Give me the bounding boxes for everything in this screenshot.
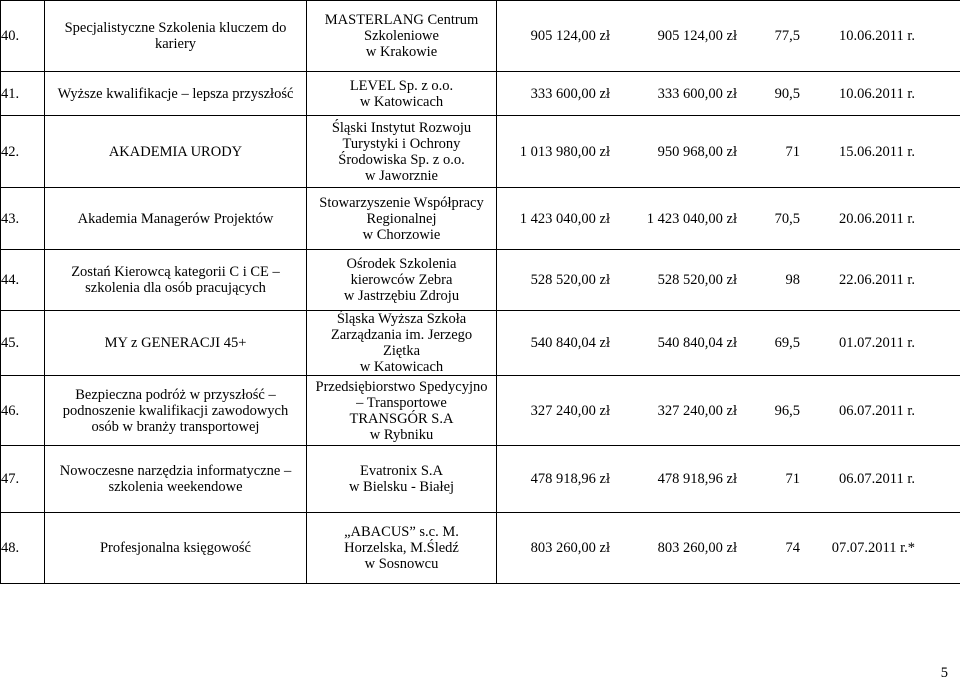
values-cell [497, 250, 960, 311]
organization [307, 188, 497, 250]
organization-line: LEVEL Sp. z o.o. [349, 77, 454, 94]
points-value: 90,5 [774, 85, 800, 102]
table-row [1, 376, 960, 446]
organization [307, 116, 497, 188]
organization-line: TRANSGÓR S.A [349, 410, 454, 427]
project-title-line: MY z GENERACJI 45+ [104, 335, 247, 351]
table-row [1, 250, 960, 311]
date-value: 10.06.2011 r. [839, 28, 915, 44]
project-title-line: AKADEMIA URODY [108, 143, 243, 160]
values-cell [497, 311, 960, 376]
project-title [45, 446, 307, 513]
organization [307, 72, 497, 116]
table-row [1, 311, 960, 376]
organization-line: w Jaworznie [365, 167, 438, 184]
project-title-line: szkolenia weekendowe [108, 479, 243, 495]
cofinancing-value: 950 968,00 zł [657, 143, 737, 160]
organization-line: MASTERLANG Centrum [324, 12, 479, 28]
organization-line: Turystyki i Ochrony [342, 135, 461, 152]
values-cell [497, 188, 960, 250]
cofinancing-value: 528 520,00 zł [657, 272, 737, 288]
row-number: 43. [1, 188, 45, 250]
organization-line: Ziętka [382, 343, 421, 359]
cofinancing-value: 540 840,04 zł [657, 335, 737, 351]
project-title-line: Zostań Kierowcą kategorii C i CE – [71, 264, 280, 280]
project-title-line: Akademia Managerów Projektów [77, 210, 274, 227]
row-number: 48. [1, 513, 45, 584]
project-title-line: podnoszenie kwalifikacji zawodowych [62, 402, 289, 419]
organization-line: Regionalnej [366, 210, 437, 227]
page-number: 5 [940, 665, 948, 681]
organization-line: w Katowicach [359, 93, 444, 110]
organization-line: Śląski Instytut Rozwoju [331, 119, 472, 136]
project-title [45, 513, 307, 584]
total-value: 905 124,00 zł [530, 28, 610, 44]
organization-line: Środowiska Sp. z o.o. [338, 151, 465, 168]
values-cell [497, 72, 960, 116]
organization-line: – Transportowe [356, 394, 447, 411]
project-title [45, 376, 307, 446]
table-row [1, 1, 960, 72]
total-value: 528 520,00 zł [530, 272, 610, 288]
project-title [45, 188, 307, 250]
points-value: 74 [785, 540, 800, 556]
cofinancing-value: 478 918,96 zł [657, 471, 737, 487]
total-value: 1 423 040,00 zł [519, 210, 610, 227]
organization-line: w Sosnowcu [364, 556, 439, 572]
points-value: 96,5 [774, 402, 800, 419]
organization-line: w Bielsku - Białej [348, 479, 455, 495]
values-cell [497, 116, 960, 188]
table-row [1, 116, 960, 188]
organization-line: Ośrodek Szkolenia [346, 256, 457, 272]
organization-line: Evatronix S.A [360, 463, 443, 479]
organization-line: Szkoleniowe [364, 28, 439, 44]
cofinancing-value: 327 240,00 zł [657, 402, 737, 419]
project-title-line: kariery [154, 36, 197, 52]
points-value: 98 [785, 272, 800, 288]
table-row [1, 188, 960, 250]
project-title [45, 72, 307, 116]
points-value: 71 [785, 143, 800, 160]
organization-line: w Jastrzębiu Zdroju [343, 288, 460, 304]
organization-line: w Krakowie [365, 44, 438, 60]
organization [307, 1, 497, 72]
organization [307, 446, 497, 513]
project-title-line: Profesjonalna księgowość [99, 540, 251, 556]
points-value: 71 [785, 471, 800, 487]
row-number: 44. [1, 250, 45, 311]
organization-line: w Chorzowie [362, 226, 441, 243]
organization-line: Śląska Wyższa Szkoła [336, 311, 467, 327]
values-cell [497, 513, 960, 584]
row-number: 42. [1, 116, 45, 188]
organization-line: Stowarzyszenie Współpracy [319, 194, 484, 211]
project-title [45, 311, 307, 376]
organization-line: „ABACUS” s.c. M. [344, 524, 459, 540]
values-cell [497, 376, 960, 446]
project-title-line: szkolenia dla osób pracujących [85, 280, 266, 296]
organization-line: w Rybniku [369, 426, 434, 443]
values-cell [497, 446, 960, 513]
table-row [1, 446, 960, 513]
organization-line: kierowców Zebra [350, 272, 453, 288]
organization [307, 250, 497, 311]
total-value: 327 240,00 zł [530, 402, 610, 419]
points-value: 77,5 [774, 28, 800, 44]
table-row [1, 513, 960, 584]
cofinancing-value: 905 124,00 zł [657, 28, 737, 44]
project-title-line: osób w branży transportowej [91, 418, 260, 435]
total-value: 540 840,04 zł [530, 335, 610, 351]
points-value: 69,5 [774, 335, 800, 351]
total-value: 1 013 980,00 zł [519, 143, 610, 160]
date-value: 20.06.2011 r. [839, 210, 915, 227]
project-title-line: Nowoczesne narzędzia informatyczne – [59, 463, 292, 479]
date-value: 01.07.2011 r. [839, 335, 915, 351]
total-value: 478 918,96 zł [530, 471, 610, 487]
total-value: 333 600,00 zł [530, 85, 610, 102]
organization-line: Przedsiębiorstwo Spedycyjno [315, 378, 488, 395]
organization-line: Zarządzania im. Jerzego [330, 327, 473, 343]
cofinancing-value: 1 423 040,00 zł [646, 210, 737, 227]
project-title [45, 116, 307, 188]
date-value: 22.06.2011 r. [839, 272, 915, 288]
table-row [1, 72, 960, 116]
row-number: 45. [1, 311, 45, 376]
row-number: 41. [1, 72, 45, 116]
organization [307, 513, 497, 584]
row-number: 47. [1, 446, 45, 513]
project-title [45, 1, 307, 72]
row-number: 40. [1, 1, 45, 72]
organization-line: Horzelska, M.Śledź [344, 540, 459, 556]
organization-line: w Katowicach [359, 359, 444, 375]
organization [307, 376, 497, 446]
project-title-line: Specjalistyczne Szkolenia kluczem do [64, 20, 287, 36]
cofinancing-value: 333 600,00 zł [657, 85, 737, 102]
cofinancing-value: 803 260,00 zł [657, 540, 737, 556]
date-value: 06.07.2011 r. [839, 402, 915, 419]
points-value: 70,5 [774, 210, 800, 227]
row-number: 46. [1, 376, 45, 446]
date-value: 15.06.2011 r. [839, 143, 915, 160]
project-title [45, 250, 307, 311]
total-value: 803 260,00 zł [530, 540, 610, 556]
project-title-line: Bezpieczna podróż w przyszłość – [75, 386, 276, 403]
values-cell [497, 1, 960, 72]
date-value: 07.07.2011 r.* [831, 540, 915, 556]
project-title-line: Wyższe kwalifikacje – lepsza przyszłość [57, 85, 294, 102]
date-value: 10.06.2011 r. [839, 85, 915, 102]
organization [307, 311, 497, 376]
date-value: 06.07.2011 r. [839, 471, 915, 487]
